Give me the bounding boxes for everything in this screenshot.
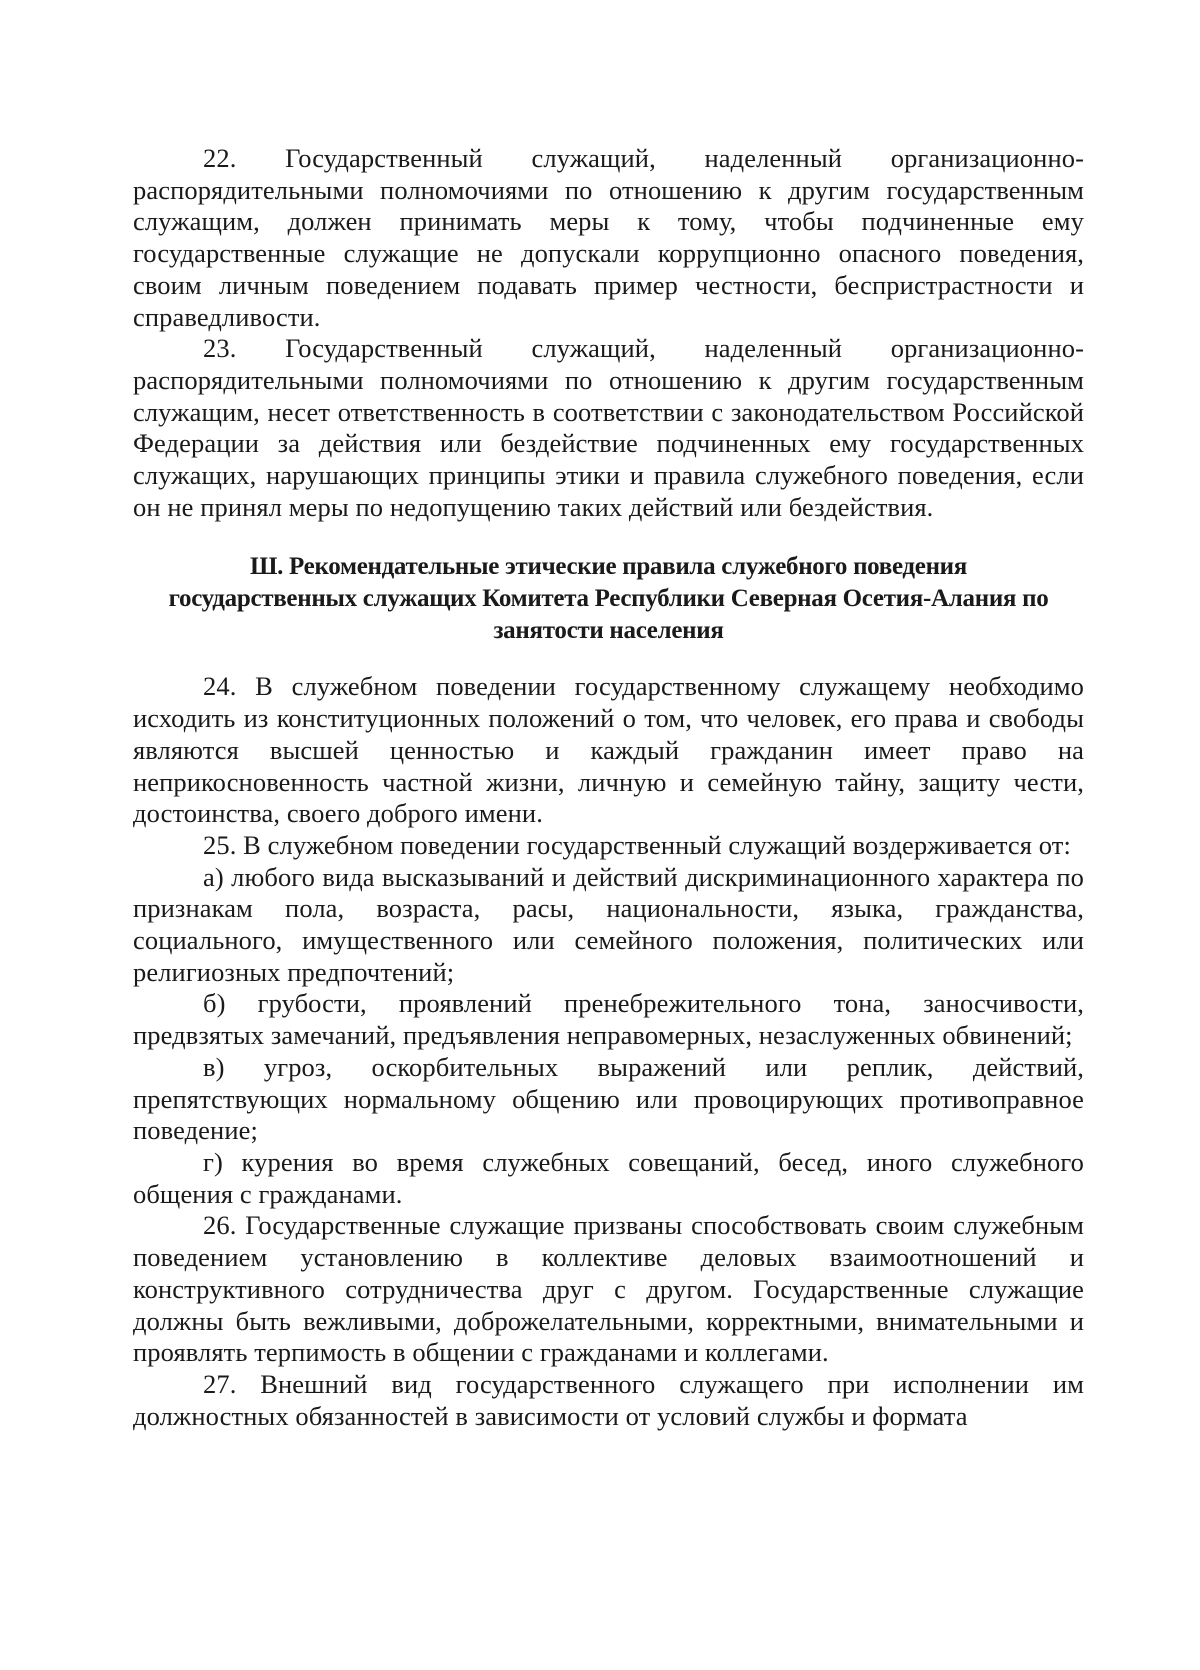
document-body — [133, 143, 1084, 1432]
paragraph-25: 25. В служебном поведении государственный служащий воздерживается от: — [203, 829, 1071, 860]
list-item-25-a: а) любого вида высказываний и действий дискриминационного характера по признакам пола, возраста, расы, национальности, языка, гражданства, социального, имущественного или семейного положения, политических или религиозных предпочтений; — [133, 861, 1084, 987]
paragraph-24: 24. В служебном поведении государственному служащему необходимо исходить из конституционных положений о том, что человек, его права и свободы являются высшей ценностью и каждый гражданин имеет право на неприкосновенность частной жизни, личную и семейную тайну, защиту чести, достоинства, своего доброго имени. — [133, 671, 1084, 829]
paragraph-26: 26. Государственные служащие призваны способствовать своим служебным поведением установлению в коллективе деловых взаимоотношений и конструктивного сотрудничества друг с другом. Государственные служащие должны быть вежливыми, доброжелательными, корректными, внимательными и проявлять терпимость в общении с гражданами и коллегами. — [133, 1210, 1084, 1368]
list-item-25-g: г) курения во время служебных совещаний, бесед, иного служебного общения с гражданами. — [133, 1146, 1084, 1209]
paragraph-22: 22. Государственный служащий, наделенный организационно-распорядительными полномочиями по отношению к другим государственным служащим, должен принимать меры к тому, чтобы подчиненные ему государственные служащие не допускали коррупционно опасного поведения, своим личным поведением подавать пример честности, беспристрастности и справедливости. — [133, 143, 1084, 332]
section-heading — [163, 551, 1054, 647]
paragraph-23: 23. Государственный служащий, наделенный организационно-распорядительными полномочиями по отношению к другим государственным служащим, несет ответственность в соответствии с законодательством Российской Федерации за действия или бездействие подчиненных ему государственных служащих, нарушающих принципы этики и правила служебного поведения, если он не принял меры по недопущению таких действий или бездействия. — [133, 333, 1084, 522]
section-heading-line-1: Ш. Рекомендательные этические правила служебного поведения — [249, 553, 968, 581]
section-heading-line-3: занятости населения — [493, 617, 724, 645]
section-heading-line-2: государственных служащих Комитета Республики Северная Осетия-Алания по — [168, 585, 1049, 613]
list-item-25-b: б) грубости, проявлений пренебрежительного тона, заносчивости, предвзятых замечаний, предъявления неправомерных, незаслуженных обвинений; — [133, 988, 1084, 1051]
paragraph-27: 27. Внешний вид государственного служащего при исполнении им должностных обязанностей в зависимости от условий службы и формата — [133, 1368, 1084, 1431]
list-item-25-v: в) угроз, оскорбительных выражений или реплик, действий, препятствующих нормальному общению или провоцирующих противоправное поведение; — [133, 1051, 1084, 1146]
